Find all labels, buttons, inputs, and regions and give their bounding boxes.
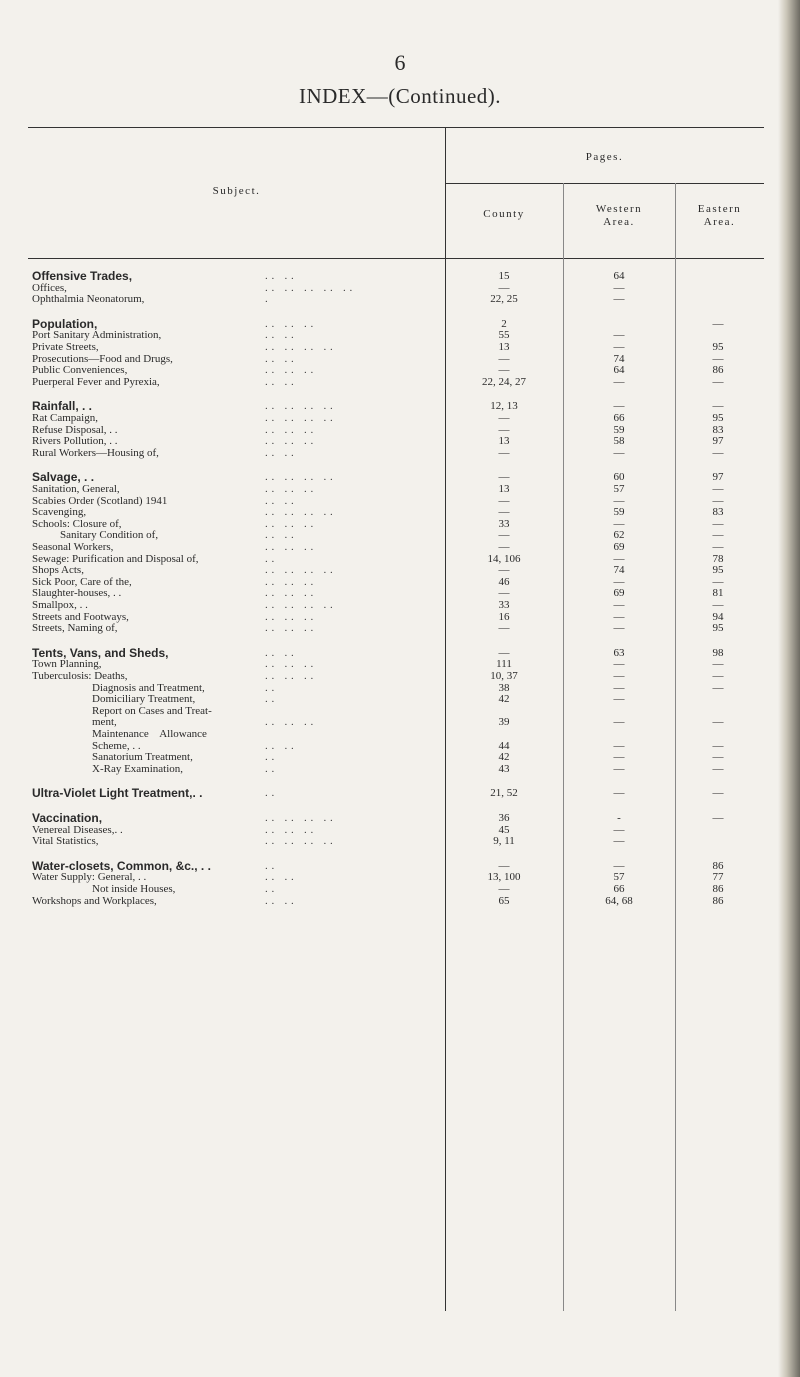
western-area-page-ref: 74 xyxy=(613,352,625,365)
western-area-page-ref: 66 xyxy=(613,412,625,424)
leader-dots: . . . . . . xyxy=(265,823,314,836)
leader-dots: . . . . . . xyxy=(265,610,314,623)
leader-dots: . . . . xyxy=(265,529,295,542)
index-entry-label: Workshops and Workplaces, xyxy=(32,894,157,907)
index-group-heading: Tents, Vans, and Sheds, xyxy=(32,645,169,660)
index-entry-label: Offices, xyxy=(32,281,67,294)
western-area-page-ref: — xyxy=(613,293,625,306)
index-row xyxy=(0,670,800,682)
eastern-area-page-ref: 95 xyxy=(712,622,724,635)
index-row xyxy=(0,564,800,576)
index-row xyxy=(0,529,800,541)
eastern-area-page-ref: — xyxy=(712,529,724,542)
western-area-page-ref: — xyxy=(613,681,625,694)
western-area-page-ref: — xyxy=(613,751,625,764)
county-page-ref: 45 xyxy=(498,823,510,836)
western-area-page-ref: — xyxy=(613,823,625,836)
county-page-ref: — xyxy=(498,352,510,365)
index-entry-label: Refuse Disposal, . . xyxy=(32,423,118,436)
index-row xyxy=(0,716,800,728)
index-row xyxy=(0,270,800,282)
leader-dots: . . . . . . . . xyxy=(265,400,334,413)
index-row xyxy=(0,553,800,565)
county-page-ref: — xyxy=(498,622,510,635)
leader-dots: . . xyxy=(265,693,275,706)
index-entry-label: X-Ray Examination, xyxy=(92,762,184,775)
eastern-area-page-ref: — xyxy=(712,352,724,365)
index-entry-label: Sanitary Condition of, xyxy=(60,529,159,542)
leader-dots: . . . . . . xyxy=(265,317,314,330)
western-area-page-ref: — xyxy=(613,517,625,530)
index-entry-label: Vital Statistics, xyxy=(32,835,99,848)
index-row xyxy=(0,471,800,483)
eastern-area-page-ref: — xyxy=(712,751,724,764)
index-row xyxy=(0,740,800,752)
eastern-area-page-ref: — xyxy=(712,599,724,611)
leader-dots: . . xyxy=(265,552,275,565)
county-page-ref: — xyxy=(498,494,510,507)
western-area-page-ref: 58 xyxy=(613,435,625,448)
western-area-page-ref: 64 xyxy=(613,364,625,377)
eastern-area-page-ref: — xyxy=(712,670,724,682)
pages-column-header: Pages. xyxy=(585,151,624,163)
western-area-page-ref: — xyxy=(613,859,625,872)
county-page-ref: 14, 106 xyxy=(487,552,521,565)
eastern-area-page-ref: 95 xyxy=(712,341,724,353)
index-row xyxy=(0,587,800,599)
leader-dots: . . . . . . . . xyxy=(265,835,334,848)
western-area-page-ref: — xyxy=(613,762,625,775)
index-entry-label: Prosecutions—Food and Drugs, xyxy=(32,352,173,365)
index-row xyxy=(0,871,800,883)
index-entry-label: Rivers Pollution, . . xyxy=(32,435,118,448)
western-area-page-ref: 59 xyxy=(613,506,625,519)
index-group-heading: Salvage, . . xyxy=(32,470,95,485)
index-row xyxy=(0,447,800,459)
index-row xyxy=(0,495,800,507)
leader-dots: . . . . . . xyxy=(265,658,314,671)
eastern-area-page-ref: 83 xyxy=(712,506,724,519)
index-entry-label: Tuberculosis: Deaths, xyxy=(32,670,128,682)
index-row xyxy=(0,412,800,424)
county-page-ref: 15 xyxy=(498,270,510,282)
western-area-page-ref: 69 xyxy=(613,587,625,600)
index-row xyxy=(0,400,800,412)
county-page-ref: — xyxy=(498,587,510,600)
leader-dots: . . . . xyxy=(265,494,295,507)
index-entry-label: Sewage: Purification and Disposal of, xyxy=(32,552,199,565)
county-page-ref: — xyxy=(498,471,510,484)
county-page-ref: — xyxy=(498,529,510,542)
leader-dots: . . . . . . . . xyxy=(265,412,334,424)
subject-column-header: Subject. xyxy=(212,185,261,197)
index-row xyxy=(0,506,800,518)
index-row xyxy=(0,787,800,799)
eastern-area-page-ref: — xyxy=(712,716,724,729)
index-entry-label: Scavenging, xyxy=(32,506,87,519)
leader-dots: . . . . . . xyxy=(265,364,314,377)
county-page-ref: 22, 24, 27 xyxy=(482,375,526,388)
leader-dots: . . xyxy=(265,751,275,764)
county-page-ref: 33 xyxy=(498,517,510,530)
county-page-ref: 13 xyxy=(498,483,510,495)
leader-dots: . . . . . . xyxy=(265,483,314,495)
index-entry-label: Not inside Houses, xyxy=(92,883,176,895)
western-area-page-ref: 69 xyxy=(613,541,625,553)
leader-dots: . . . . xyxy=(265,329,295,342)
index-row xyxy=(0,693,800,705)
eastern-area-page-ref: — xyxy=(712,483,724,495)
western-area-page-ref: 59 xyxy=(613,423,625,436)
eastern-area-page-ref: — xyxy=(712,494,724,507)
eastern-area-page-ref: — xyxy=(712,739,724,752)
western-area-page-ref: 63 xyxy=(613,646,625,659)
western-area-page-ref: — xyxy=(613,400,625,413)
index-entry-label: Smallpox, . . xyxy=(32,599,88,611)
header-bottom-rule xyxy=(28,258,764,259)
index-row xyxy=(0,835,800,847)
index-row xyxy=(0,518,800,530)
index-row xyxy=(0,424,800,436)
county-page-ref: — xyxy=(498,541,510,553)
index-row xyxy=(0,751,800,763)
leader-dots: . . . . . . xyxy=(265,517,314,530)
index-group-heading: Vaccination, xyxy=(32,811,103,825)
index-row xyxy=(0,599,800,611)
county-column-header: County xyxy=(483,208,525,220)
western-area-page-ref: — xyxy=(613,716,625,729)
index-row xyxy=(0,824,800,836)
western-area-page-ref: — xyxy=(613,552,625,565)
western-area-page-ref: 64, 68 xyxy=(605,894,633,907)
western-area-page-ref: 60 xyxy=(613,471,625,484)
eastern-area-page-ref: — xyxy=(712,400,724,413)
leader-dots: . . . . xyxy=(265,739,295,752)
index-row xyxy=(0,293,800,305)
eastern-area-page-ref: 94 xyxy=(712,610,724,623)
index-entry-label: Rural Workers—Housing of, xyxy=(32,446,159,459)
index-entry-label: Streets, Naming of, xyxy=(32,622,118,635)
western-area-page-ref: 66 xyxy=(613,883,625,895)
county-page-ref: 13, 100 xyxy=(487,871,521,884)
western-area-page-ref: — xyxy=(613,494,625,507)
pages-subheader-rule xyxy=(445,183,764,184)
county-page-ref: 43 xyxy=(498,762,510,775)
county-page-ref: 13 xyxy=(498,341,510,353)
county-page-ref: 42 xyxy=(498,693,510,706)
index-entry-label: Seasonal Workers, xyxy=(32,541,114,553)
eastern-area-page-ref: — xyxy=(712,375,724,388)
index-entry-label: Puerperal Fever and Pyrexia, xyxy=(32,375,160,388)
county-page-ref: 38 xyxy=(498,681,510,694)
western-area-column-header: Western Area. xyxy=(595,203,643,228)
eastern-area-page-ref: 86 xyxy=(712,883,724,895)
eastern-area-page-ref: — xyxy=(712,681,724,694)
table-top-rule xyxy=(28,127,764,128)
western-area-page-ref: 64 xyxy=(613,270,625,282)
county-page-ref: 2 xyxy=(501,317,507,330)
leader-dots: . . . . . . xyxy=(265,622,314,635)
page-edge-shadow xyxy=(778,0,800,1377)
eastern-area-page-ref: — xyxy=(712,575,724,588)
county-page-ref: — xyxy=(498,364,510,377)
county-page-ref: 46 xyxy=(498,575,510,588)
county-page-ref: 22, 25 xyxy=(490,293,518,306)
index-row xyxy=(0,647,800,659)
eastern-area-column-header: Eastern Area. xyxy=(697,203,742,228)
eastern-area-page-ref: 86 xyxy=(712,894,724,907)
index-entry-label: Sick Poor, Care of the, xyxy=(32,575,132,588)
index-row xyxy=(0,895,800,907)
index-row xyxy=(0,541,800,553)
western-area-page-ref: - xyxy=(617,812,621,824)
eastern-area-page-ref: — xyxy=(712,762,724,775)
leader-dots: . . . . xyxy=(265,446,295,459)
county-page-ref: 10, 37 xyxy=(490,670,518,682)
eastern-area-page-ref: — xyxy=(712,446,724,459)
eastern-area-page-ref: — xyxy=(712,787,724,800)
index-row xyxy=(0,329,800,341)
index-entry-label: Ophthalmia Neonatorum, xyxy=(32,293,145,306)
western-area-page-ref: — xyxy=(613,446,625,459)
index-entry-label: ment, xyxy=(92,716,117,729)
index-entry-label: Town Planning, xyxy=(32,658,102,671)
leader-dots: . . . . . . . . xyxy=(265,564,334,577)
index-entry-label: Sanitation, General, xyxy=(32,483,120,495)
index-entry-label: Scabies Order (Scotland) 1941 xyxy=(32,494,168,507)
western-area-page-ref: 57 xyxy=(613,483,625,495)
eastern-area-page-ref: 98 xyxy=(712,646,724,659)
leader-dots: . . . . xyxy=(265,375,295,388)
index-group-heading: Population, xyxy=(32,316,98,331)
leader-dots: . . . . xyxy=(265,894,295,907)
county-page-ref: — xyxy=(498,506,510,519)
western-area-page-ref: — xyxy=(613,610,625,623)
county-page-ref: — xyxy=(498,446,510,459)
eastern-area-page-ref: — xyxy=(712,812,724,824)
index-entry-label: Domiciliary Treatment, xyxy=(92,693,196,706)
eastern-area-page-ref: 97 xyxy=(712,471,724,484)
western-area-page-ref: — xyxy=(613,599,625,611)
index-entry-label: Sanatorium Treatment, xyxy=(92,751,193,764)
leader-dots: . . xyxy=(265,762,275,775)
leader-dots: . . . . . . xyxy=(265,541,314,553)
leader-dots: . . . . . . xyxy=(265,670,314,682)
eastern-area-page-ref: — xyxy=(712,658,724,671)
eastern-area-page-ref: 95 xyxy=(712,564,724,577)
county-page-ref: 13 xyxy=(498,435,510,448)
eastern-area-page-ref: 95 xyxy=(712,412,724,424)
eastern-area-page-ref: — xyxy=(712,517,724,530)
county-page-ref: 65 xyxy=(498,894,510,907)
index-group-heading: Rainfall, . . xyxy=(32,399,93,414)
index-entry-label: Scheme, . . xyxy=(92,739,141,752)
western-area-page-ref: — xyxy=(613,670,625,682)
leader-dots: . . . . . . xyxy=(265,423,314,436)
index-row xyxy=(0,364,800,376)
county-page-ref: — xyxy=(498,423,510,436)
index-row xyxy=(0,705,800,717)
leader-dots: . . . . xyxy=(265,352,295,365)
index-entry-label: Port Sanitary Administration, xyxy=(32,329,162,342)
county-page-ref: — xyxy=(498,646,510,659)
leader-dots: . . . . . . . . xyxy=(265,341,334,353)
index-group-heading: Ultra-Violet Light Treatment,. . xyxy=(32,786,203,801)
county-page-ref: — xyxy=(498,564,510,577)
index-group-heading: Offensive Trades, xyxy=(32,269,133,283)
eastern-area-page-ref: 86 xyxy=(712,364,724,377)
county-page-ref: 55 xyxy=(498,329,510,342)
eastern-area-page-ref: — xyxy=(712,541,724,553)
eastern-area-page-ref: 78 xyxy=(712,552,724,565)
index-row xyxy=(0,483,800,495)
index-row xyxy=(0,682,800,694)
index-row xyxy=(0,376,800,388)
leader-dots: . . xyxy=(265,883,275,895)
index-row xyxy=(0,435,800,447)
index-row xyxy=(0,341,800,353)
county-page-ref: 36 xyxy=(498,812,510,824)
western-area-page-ref: — xyxy=(613,835,625,848)
leader-dots: . . . . . . . . xyxy=(265,471,334,484)
leader-dots: . . xyxy=(265,681,275,694)
western-area-page-ref: — xyxy=(613,739,625,752)
leader-dots: . . xyxy=(265,787,275,800)
index-row xyxy=(0,353,800,365)
index-entry-label: Public Conveniences, xyxy=(32,364,128,377)
index-entry-label: Shops Acts, xyxy=(32,564,84,577)
index-entry-label: Diagnosis and Treatment, xyxy=(92,681,205,694)
leader-dots: . . . . . . . . xyxy=(265,812,334,824)
index-entry-label: Report on Cases and Treat- xyxy=(92,704,212,717)
index-row xyxy=(0,883,800,895)
leader-dots: . . xyxy=(265,859,275,872)
county-page-ref: 39 xyxy=(498,716,510,729)
index-row xyxy=(0,658,800,670)
index-row xyxy=(0,812,800,824)
index-row xyxy=(0,318,800,330)
county-page-ref: 33 xyxy=(498,599,510,611)
county-page-ref: 12, 13 xyxy=(490,400,518,413)
eastern-area-page-ref: 86 xyxy=(712,859,724,872)
leader-dots: . . . . xyxy=(265,646,295,659)
county-page-ref: 42 xyxy=(498,751,510,764)
county-page-ref: 111 xyxy=(496,658,512,671)
leader-dots: . . . . . . . . . . xyxy=(265,281,353,294)
index-entry-label: Private Streets, xyxy=(32,341,99,353)
county-page-ref: — xyxy=(498,859,510,872)
index-entry-label: Streets and Footways, xyxy=(32,610,129,623)
eastern-area-page-ref: 83 xyxy=(712,423,724,436)
eastern-area-page-ref: 77 xyxy=(712,871,724,884)
county-page-ref: 44 xyxy=(498,739,510,752)
western-area-page-ref: — xyxy=(613,281,625,294)
index-row xyxy=(0,622,800,634)
western-area-page-ref: 57 xyxy=(613,871,625,884)
western-area-page-ref: 74 xyxy=(613,564,625,577)
eastern-area-page-ref: — xyxy=(712,317,724,330)
page-number: 6 xyxy=(394,50,406,75)
index-row xyxy=(0,728,800,740)
index-row xyxy=(0,611,800,623)
county-page-ref: 16 xyxy=(498,610,510,623)
index-entry-label: Water Supply: General, . . xyxy=(32,871,147,884)
leader-dots: . . . . . . xyxy=(265,575,314,588)
western-area-page-ref: — xyxy=(613,693,625,706)
county-page-ref: 21, 52 xyxy=(490,787,518,800)
western-area-page-ref: — xyxy=(613,341,625,353)
county-page-ref: — xyxy=(498,412,510,424)
county-page-ref: 9, 11 xyxy=(493,835,515,848)
index-group-heading: Water-closets, Common, &c., . . xyxy=(32,858,211,873)
county-page-ref: — xyxy=(498,281,510,294)
western-area-page-ref: — xyxy=(613,622,625,635)
leader-dots: . . . . . . . . xyxy=(265,506,334,519)
index-row xyxy=(0,282,800,294)
index-entry-label: Venereal Diseases,. . xyxy=(32,823,123,836)
western-area-page-ref: — xyxy=(613,375,625,388)
index-entry-label: Maintenance Allowance xyxy=(92,728,207,740)
western-area-page-ref: — xyxy=(613,575,625,588)
leader-dots: . . . . . . xyxy=(265,435,314,448)
index-entry-label: Rat Campaign, xyxy=(32,412,98,424)
county-page-ref: — xyxy=(498,883,510,895)
leader-dots: . . . . . . . . xyxy=(265,599,334,611)
page-heading: INDEX—(Continued). xyxy=(298,84,502,108)
eastern-area-page-ref: 81 xyxy=(712,587,724,600)
leader-dots: . . . . . . xyxy=(265,587,314,600)
index-entry-label: Schools: Closure of, xyxy=(32,517,122,530)
leader-dots: . . . . . . xyxy=(265,716,314,729)
index-entry-label: Slaughter-houses, . . xyxy=(32,587,122,600)
leader-dots: . . . . xyxy=(265,270,295,282)
western-area-page-ref: 62 xyxy=(613,529,625,542)
index-row xyxy=(0,763,800,775)
western-area-page-ref: — xyxy=(613,658,625,671)
index-row xyxy=(0,576,800,588)
leader-dots: . . . . xyxy=(265,871,295,884)
eastern-area-page-ref: 97 xyxy=(712,435,724,448)
western-area-page-ref: — xyxy=(613,329,625,342)
western-area-page-ref: — xyxy=(613,787,625,800)
index-row xyxy=(0,860,800,872)
leader-dots: . xyxy=(265,293,269,306)
